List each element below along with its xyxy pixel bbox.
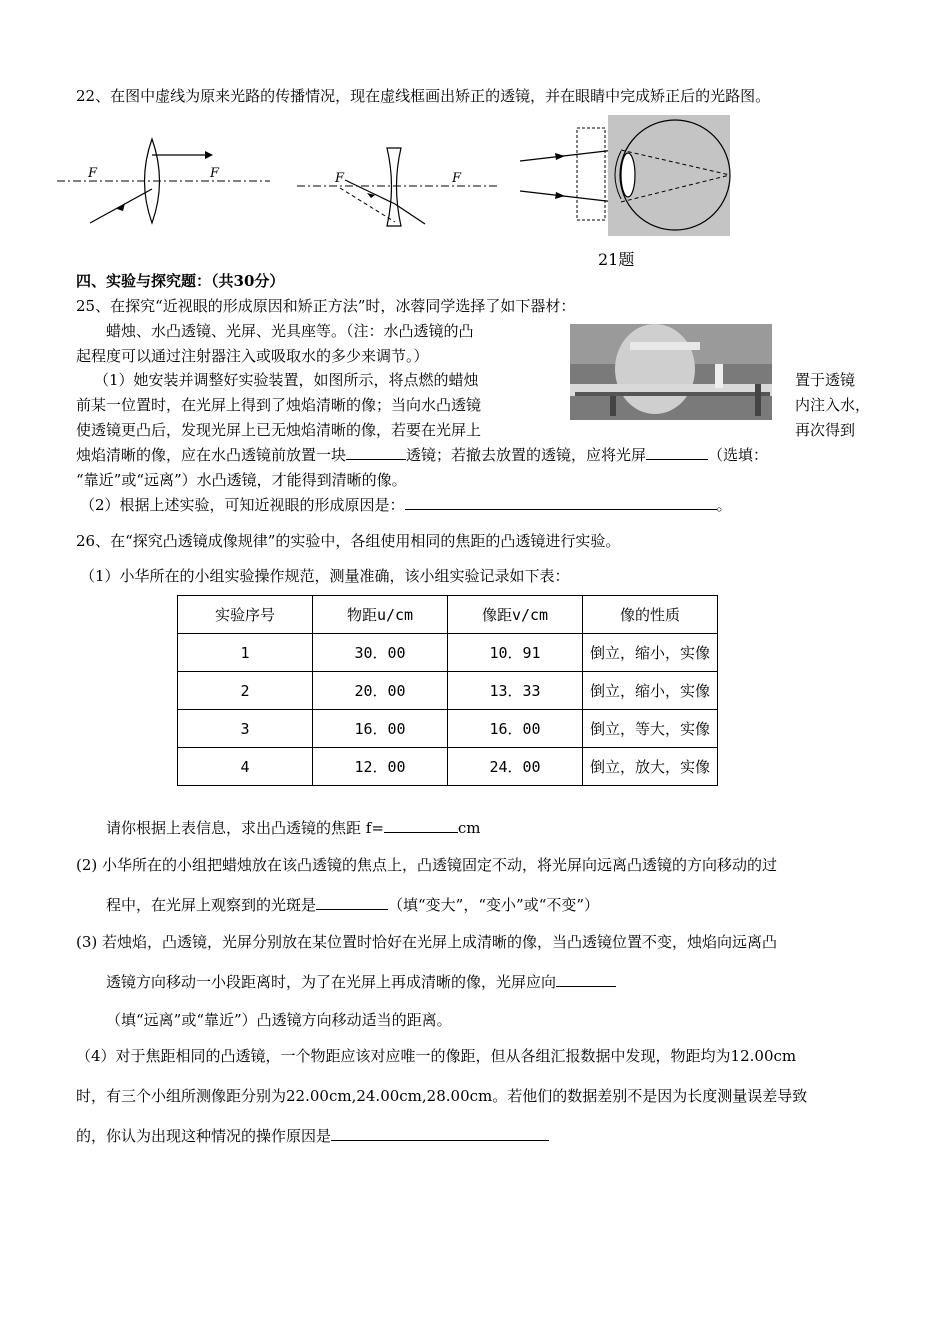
section-title: 四、实验与探究题：（共30分）: [76, 272, 285, 290]
focus-label-right: F: [210, 166, 220, 181]
table-row: [178, 672, 718, 710]
figure-caption: 21题: [598, 250, 635, 269]
table-cell: 4: [178, 748, 313, 786]
table-cell: 倒立，等大，实像: [583, 710, 718, 748]
q25-line9: [80, 495, 732, 515]
table-row: [178, 748, 718, 786]
q26-p3-line2: [106, 972, 616, 992]
q26-focal-prefix: 请你根据上表信息，求出凸透镜的焦距 f=: [106, 819, 384, 837]
lens-type-blank[interactable]: [346, 445, 406, 460]
q25-line4-right: 置于透镜: [795, 371, 856, 389]
q26-p2-line2-b: （填“变大”，“变小”或“不变”）: [388, 896, 600, 914]
q22-text: 22、在图中虚线为原来光路的传播情况，现在虚线框画出矫正的透镜，并在眼睛中完成矫正后的光路图。: [76, 87, 771, 105]
screen-direction-blank[interactable]: [646, 445, 708, 460]
concave-lens-diagram: [295, 140, 505, 235]
table-cell: 30．00: [313, 634, 448, 672]
operation-reason-blank[interactable]: [331, 1126, 549, 1141]
q26-focal-unit: cm: [457, 819, 481, 837]
table-cell: 倒立，缩小，实像: [583, 672, 718, 710]
table-cell: 16．00: [448, 710, 583, 748]
q25-line6-right: 再次得到: [795, 421, 856, 439]
q26-focal: [106, 818, 481, 838]
table-header-cell: 像的性质: [583, 596, 718, 634]
q26-p3-line3: （填“远离”或“靠近”）凸透镜方向移动适当的距离。: [106, 1011, 452, 1029]
table-cell: 16．00: [313, 710, 448, 748]
table-cell: 10．91: [448, 634, 583, 672]
q25-line5-right: 内注入水，: [795, 396, 871, 414]
screen-move-blank[interactable]: [556, 972, 616, 987]
table-cell: 20．00: [313, 672, 448, 710]
experiment-photo: [570, 324, 772, 420]
q25-line9-end: 。: [716, 496, 732, 514]
table-cell: 1: [178, 634, 313, 672]
experiment-table: [177, 595, 718, 786]
light-spot-blank[interactable]: [316, 895, 388, 910]
q25-line7-b: 透镜；若撤去放置的透镜，应将光屏: [406, 446, 647, 464]
q25-line1: 25、在探究“近视眼的形成原因和矫正方法”时，冰蓉同学选择了如下器材：: [76, 297, 576, 315]
q25-line8: “靠近”或“远离”）水凸透镜，才能得到清晰的像。: [76, 471, 407, 489]
table-cell: 2: [178, 672, 313, 710]
q26-p1: （1）小华所在的小组实验操作规范，测量准确，该小组实验记录如下表：: [80, 567, 570, 585]
table-row: [178, 710, 718, 748]
table-header-row: [178, 596, 718, 634]
table-header-cell: 像距v/cm: [448, 596, 583, 634]
table-cell: 12．00: [313, 748, 448, 786]
q26-p2-line2-a: 程中，在光屏上观察到的光斑是: [106, 896, 317, 914]
convex-lens-diagram: [55, 135, 275, 230]
myopia-cause-blank[interactable]: [405, 495, 717, 510]
focus-label-left-2: F: [335, 171, 345, 186]
q26-p4-line1: （4）对于焦距相同的凸透镜，一个物距应该对应唯一的像距，但从各组汇报数据中发现，物距均为12.00cm: [76, 1047, 797, 1065]
q26-p2-line2: [106, 895, 599, 915]
focal-length-blank[interactable]: [384, 818, 458, 833]
table-cell: 倒立，缩小，实像: [583, 634, 718, 672]
q26-p3-line2-text: 透镜方向移动一小段距离时，为了在光屏上再成清晰的像，光屏应向: [106, 973, 557, 991]
q26-p4-line3-text: 的，你认为出现这种情况的操作原因是: [76, 1127, 332, 1145]
q25-line7-c: （选填：: [708, 446, 769, 464]
q25-line7-a: 烛焰清晰的像，应在水凸透镜前放置一块: [76, 446, 347, 464]
q25-line2: 蜡烛、水凸透镜、光屏、光具座等。（注：水凸透镜的凸: [106, 322, 474, 340]
q26-p3-line1: (3) 若烛焰，凸透镜，光屏分别放在某位置时恰好在光屏上成清晰的像，当凸透镜位置不变，烛焰向远离凸: [76, 933, 778, 951]
dashed-lens-box: [577, 128, 605, 220]
q26-intro: 26、在“探究凸透镜成像规律”的实验中，各组使用相同的焦距的凸透镜进行实验。: [76, 532, 621, 550]
q25-line4-left: （1）她安装并调整好实验装置，如图所示，将点燃的蜡烛: [94, 371, 479, 389]
q26-p4-line2: 时，有三个小组所测像距分别为22.00cm,24.00cm,28.00cm。若他们的数据差别不是因为长度测量误差导致: [76, 1087, 808, 1105]
table-header-cell: 实验序号: [178, 596, 313, 634]
q26-p4-line3: [76, 1126, 549, 1146]
focus-label-left: F: [88, 166, 98, 181]
q25-line3: 起程度可以通过注射器注入或吸取水的多少来调节。）: [76, 347, 429, 365]
table-cell: 倒立，放大，实像: [583, 748, 718, 786]
q25-line6-left: 使透镜更凸后，发现光屏上已无烛焰清晰的像，若要在光屏上: [76, 421, 482, 439]
q25-line9-text: （2）根据上述实验，可知近视眼的形成原因是：: [80, 496, 405, 514]
q25-line5-left: 前某一位置时，在光屏上得到了烛焰清晰的像；当向水凸透镜: [76, 396, 482, 414]
table-row: [178, 634, 718, 672]
table-header-cell: 物距u/cm: [313, 596, 448, 634]
q25-line7: [76, 445, 768, 465]
table-cell: 13．33: [448, 672, 583, 710]
table-cell: 24．00: [448, 748, 583, 786]
eye-diagram: [515, 113, 735, 238]
q26-p2-line1: (2) 小华所在的小组把蜡烛放在该凸透镜的焦点上，凸透镜固定不动，将光屏向远离凸透镜的方向移动的过: [76, 856, 778, 874]
focus-label-right-2: F: [452, 171, 462, 186]
table-cell: 3: [178, 710, 313, 748]
